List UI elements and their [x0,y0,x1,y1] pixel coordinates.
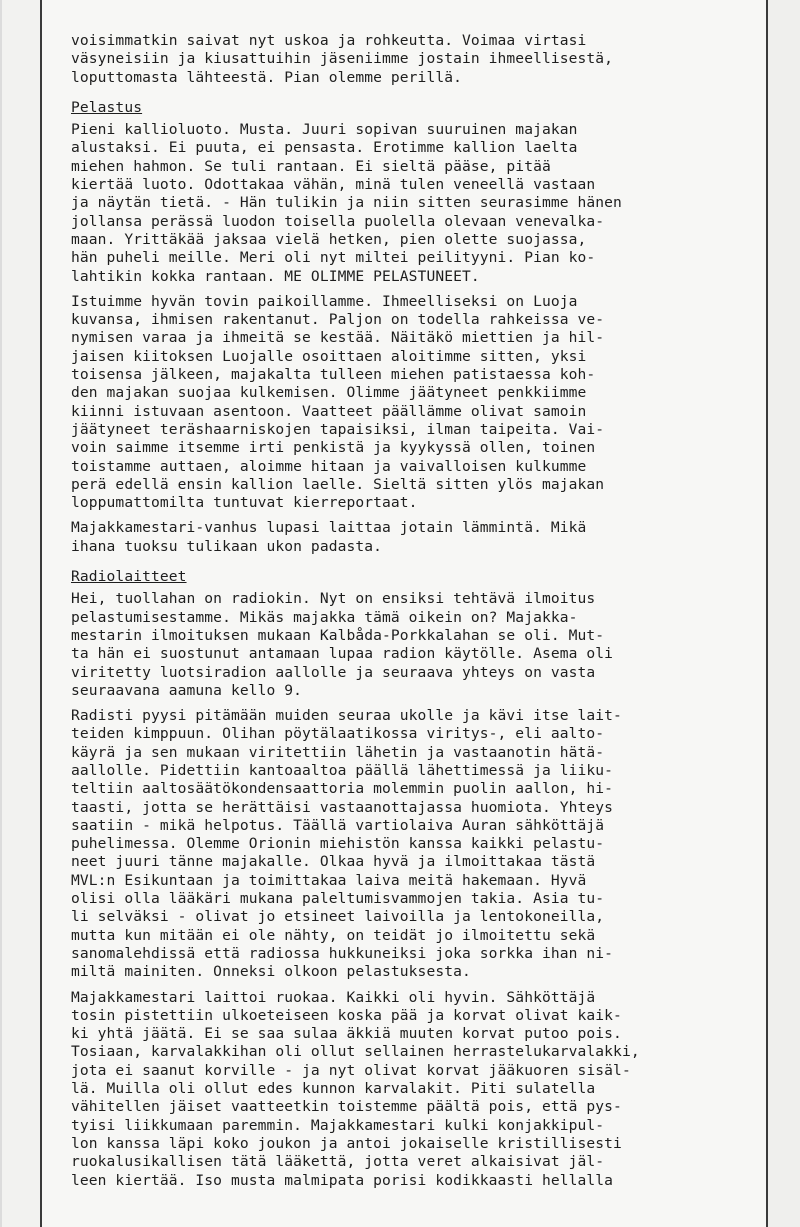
paragraph: Majakkamestari laittoi ruokaa. Kaikki oli hyvin. Sähköttäjä tosin pistettiin ulkoeteiseen koska pää ja korvat olivat kaik- ki yhtä jäätä. Ei se saa sulaa äkkiä muuten korvat putoo pois. Tosiaan, karvalakkihan oli ollut sellainen herrastelukarvalakki, jota ei saanut korville - ja nyt olivat korvat jääkuoren sisäl- lä. Muilla oli ollut edes kunnon karvalakit. Piti sulatella vähitellen jäiset vaatteetkin toistemme päältä pois, että pys- tyisi liikkumaan paremmin. Majakkamestari kulki konjakkipul- lon kanssa läpi koko joukon ja antoi jokaiselle kristillisesti ruokalusikallisen tätä lääkettä, jotta veret alkaisivat jäl- leen kiertää. Iso musta malmipata porisi kodikkaasti hellalla [71,988,640,1189]
paragraph: Istuimme hyvän tovin paikoillamme. Ihmeelliseksi on Luoja kuvansa, ihmisen rakentanut. Paljon on todella rahkeissa ve- nymisen varaa ja ihmeitä se kestää. Näitäkö miettien ja hil- jaisen kiitoksen Luojalle osoittaen aloitimme sitten, yksi toisensa jälkeen, majakalta tulleen miehen patistaessa koh- den majakan suojaa kulkemisen. Olimme jäätyneet penkkiimme kiinni istuvaan asentoon. Vaatteet päällämme olivat samoin jäätyneet teräshaarniskojen tapaisiksi, ilman taipeita. Vai- voin saimme itsemme irti penkistä ja kyykyssä ollen, toinen toistamme auttaen, aloimme hitaan ja vaivalloisen kulkumme perä edellä ensin kallion laelle. Sieltä sitten ylös majakan loppumattomilta tuntuvat kierreportaat. [71,292,605,512]
section-heading-radiolaitteet: Radiolaitteet [71,568,187,586]
intro-paragraph: voisimmatkin saivat nyt uskoa ja rohkeutta. Voimaa virtasi väsyneisiin ja kiusattuihin jäseniimme jostain ihmeellisestä, loputtomasta lähteestä. Pian olemme perillä. [71,32,614,86]
typewritten-text [71,32,761,1197]
paragraph: Majakkamestari-vanhus lupasi laittaa jotain lämmintä. Mikä ihana tuoksu tulikaan ukon padasta. [71,519,587,555]
paragraph: Pieni kallioluoto. Musta. Juuri sopivan suuruinen majakan alustaksi. Ei puuta, ei pensasta. Erotimme kallion laelta miehen hahmon. Se tuli rantaan. Ei sieltä pääse, pitää kiertää luoto. Odottakaa vähän, minä tulen veneellä vastaan ja näytän tietä. - Hän tulikin ja niin sitten seurasimme hänen jollansa perässä luodon toisella puolella olevaan venevalka- maan. Yrittäkää jaksaa vielä hetken, pien olette suojassa, hän puheli meille. Meri oli nyt miltei peilityyni. Pian ko- lahtikin kokka rantaan. ME OLIMME PELASTUNEET. [71,121,622,285]
section-heading-pelastus: Pelastus [71,98,143,116]
paragraph: Radisti pyysi pitämään muiden seuraa ukolle ja kävi itse lait- teiden kimppuun. Olihan pöytälaatikossa viritys-, eli aalto- käyrä ja sen mukaan viritettiin lähetin ja vastaanotin hätä- aallolle. Pidettiin kantoaaltoa päällä lähettimessä ja liiku- teltiin aaltosäätökondensaattoria molemmin puolin aallon, hi- taasti, jotta se herättäisi vastaanottajassa huomiota. Yhteys saatiin - mikä helpotus. Täällä vartiolaiva Auran sähköttäjä puhelimessa. Olemme Orionin miehistön kanssa kaikki pelastu- neet juuri tänne majakalle. Olkaa hyvä ja ilmoittakaa tästä MVL:n Esikuntaan ja toimittakaa laiva meitä hakemaan. Hyvä olisi olla lääkäri mukana paleltumisvammojen takia. Asia tu- li selväksi - olivat jo etsineet laivoilla ja lentokoneilla, mutta kun mitään ei ole nähty, on teidät jo ilmoitettu sekä sanomalehdissä että radiossa hukkuneiksi joka sorkka ihan ni- miltä mainiten. Onneksi olkoon pelastuksesta. [71,707,622,981]
paragraph: Hei, tuollahan on radiokin. Nyt on ensiksi tehtävä ilmoitus pelastumisestamme. Mikäs majakka tämä oikein on? Majakka- mestarin ilmoituksen mukaan Kalbåda-Porkkalahan se oli. Mut- ta hän ei suostunut antamaan lupaa radion käytölle. Asema oli viritetty luotsiradion aallolle ja seuraava yhteys on vasta seuraavana aamuna kello 9. [71,590,614,699]
paper-sheet [40,0,768,1227]
